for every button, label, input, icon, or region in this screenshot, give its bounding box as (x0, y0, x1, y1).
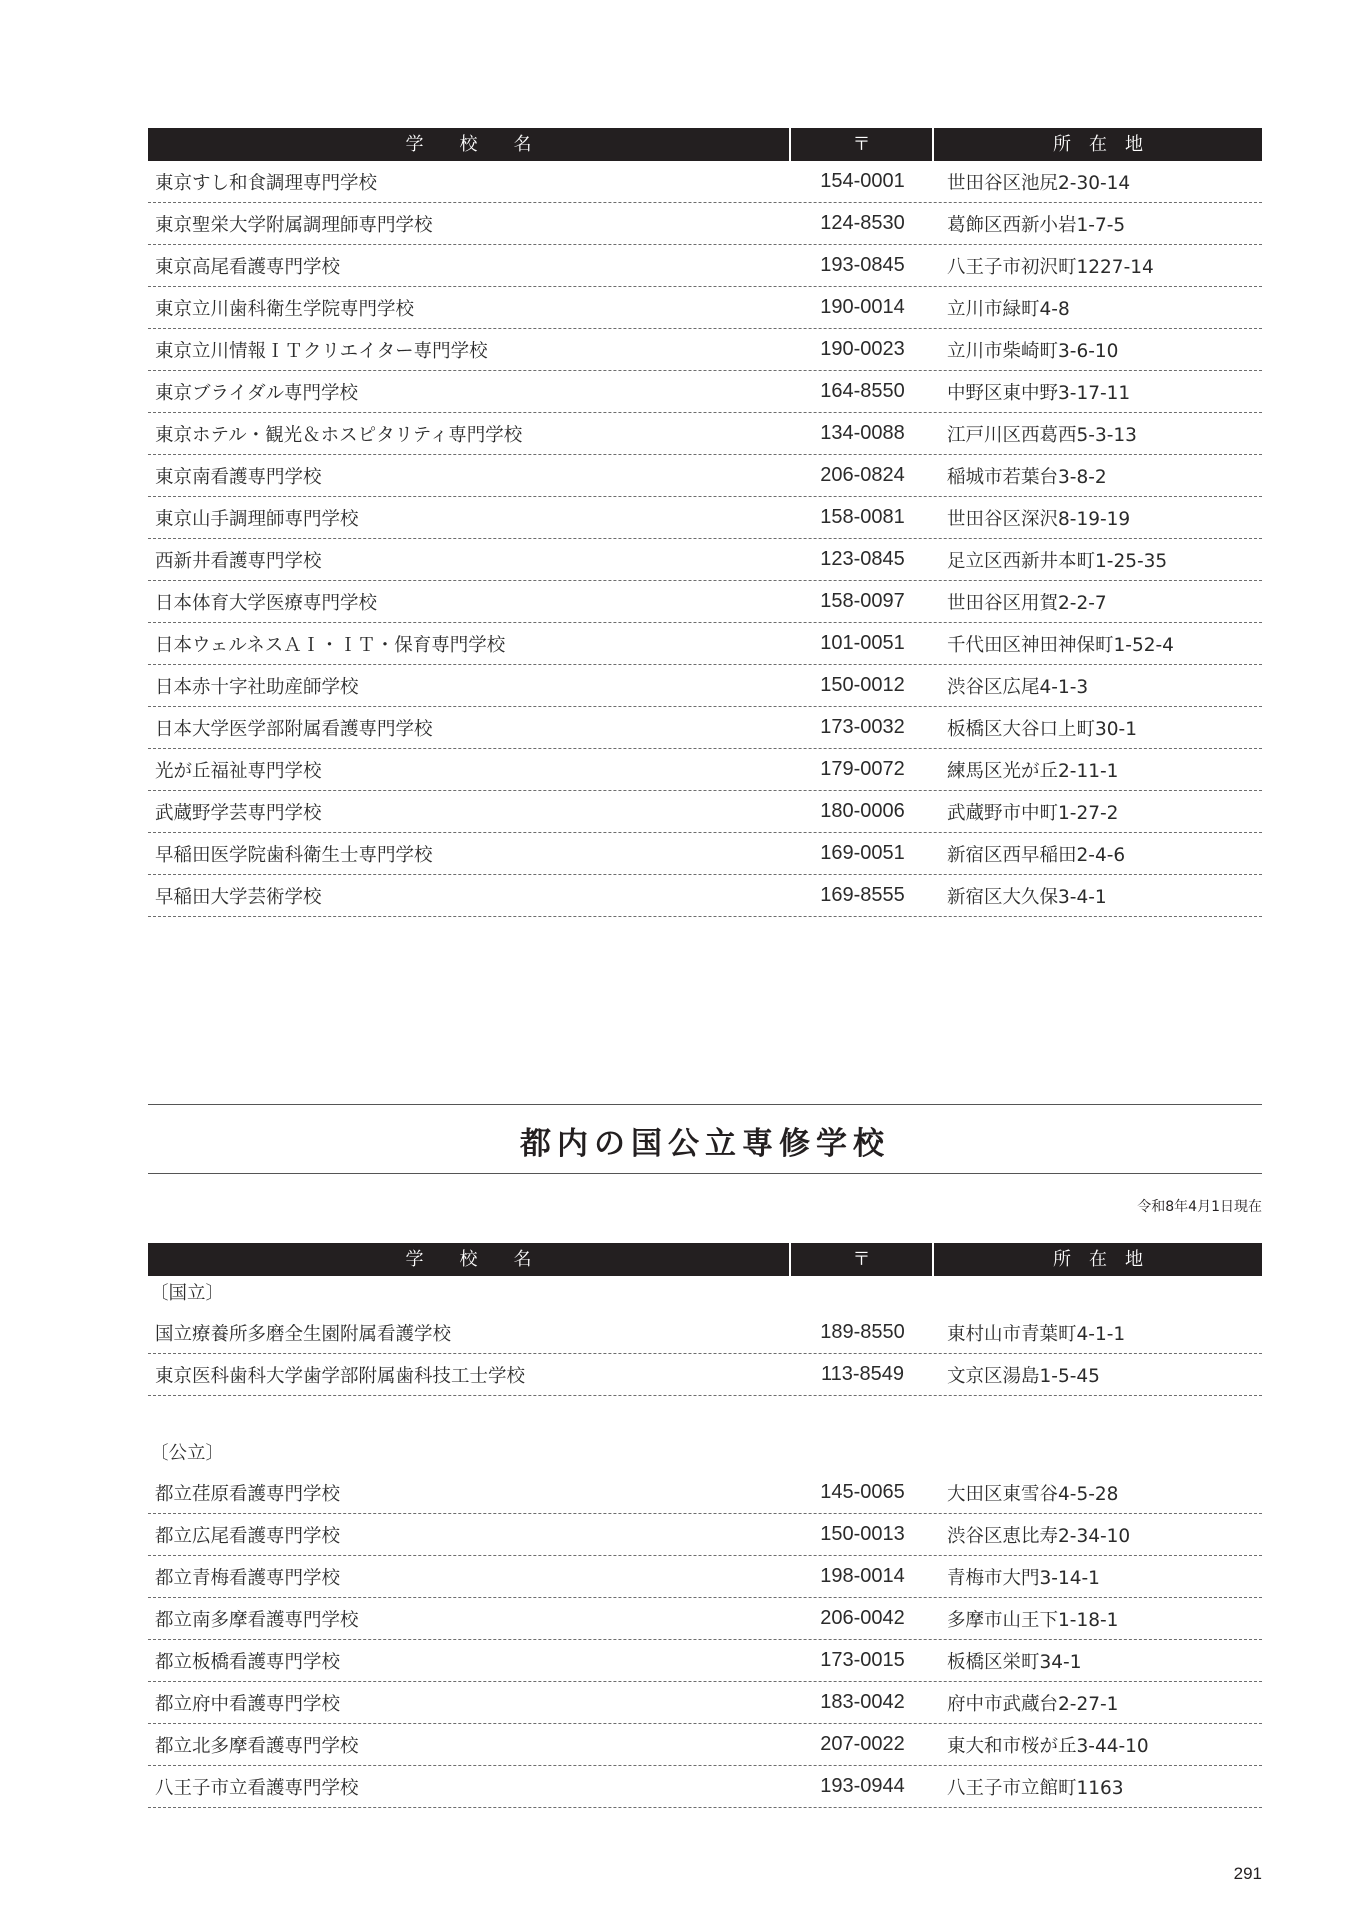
school-name: 日本体育大学医療専門学校 (155, 592, 378, 614)
header-zip: 〒 (791, 1243, 934, 1276)
postal-code: 134-0088 (820, 422, 905, 444)
table-row (148, 623, 1262, 665)
address: 千代田区神田神保町1-52-4 (947, 634, 1174, 656)
table-row (148, 749, 1262, 791)
address: 東大和市桜が丘3-44-10 (947, 1735, 1149, 1757)
table-row (148, 1556, 1262, 1598)
school-name: 国立療養所多磨全生園附属看護学校 (155, 1323, 452, 1345)
school-name: 武蔵野学芸専門学校 (155, 802, 322, 824)
address: 稲城市若葉台3-8-2 (947, 466, 1107, 488)
section-title: 都内の国公立専修学校 (520, 1126, 890, 1162)
postal-code: 158-0081 (820, 506, 905, 528)
school-name: 八王子市立看護専門学校 (155, 1777, 359, 1799)
school-name: 都立北多摩看護専門学校 (155, 1735, 359, 1757)
address: 世田谷区池尻2-30-14 (947, 172, 1131, 194)
table-row (148, 665, 1262, 707)
postal-code: 158-0097 (820, 590, 905, 612)
table-body-national (148, 1312, 1262, 1396)
postal-code: 150-0013 (820, 1523, 905, 1545)
school-name: 都立府中看護専門学校 (155, 1693, 341, 1715)
postal-code: 193-0944 (820, 1775, 905, 1797)
postal-code: 190-0014 (820, 296, 905, 318)
address: 大田区東雪谷4-5-28 (947, 1483, 1119, 1505)
address: 府中市武蔵台2-27-1 (947, 1693, 1119, 1715)
address: 八王子市立館町1163 (947, 1777, 1124, 1799)
postal-code: 179-0072 (820, 758, 905, 780)
table-row (148, 1354, 1262, 1396)
header-address: 所 在 地 (1053, 1249, 1143, 1270)
school-name: 東京山手調理師専門学校 (155, 508, 359, 530)
address: 新宿区西早稲田2-4-6 (947, 844, 1126, 866)
school-name: 都立板橋看護専門学校 (155, 1651, 341, 1673)
page-number: 291 (1233, 1864, 1262, 1883)
address: 立川市緑町4-8 (947, 298, 1070, 320)
postal-code: 183-0042 (820, 1691, 905, 1713)
title-bottom-rule (148, 1173, 1262, 1174)
address: 中野区東中野3-17-11 (947, 382, 1131, 404)
table-row (148, 1640, 1262, 1682)
address: 東村山市青葉町4-1-1 (947, 1323, 1126, 1345)
address: 八王子市初沢町1227-14 (947, 256, 1154, 278)
school-name: 都立南多摩看護専門学校 (155, 1609, 359, 1631)
address: 練馬区光が丘2-11-1 (947, 760, 1119, 782)
postal-code: 145-0065 (820, 1481, 905, 1503)
school-name: 東京聖栄大学附属調理師専門学校 (155, 214, 433, 236)
table-row (148, 1598, 1262, 1640)
title-top-rule (148, 1104, 1262, 1105)
table-row (148, 413, 1262, 455)
table-row (148, 287, 1262, 329)
table-row (148, 203, 1262, 245)
postal-code: 124-8530 (820, 212, 905, 234)
table-row (148, 707, 1262, 749)
table-body (148, 161, 1262, 917)
school-name: 早稲田医学院歯科衛生士専門学校 (155, 844, 433, 866)
postal-code: 150-0012 (820, 674, 905, 696)
table-row (148, 161, 1262, 203)
header-school-name: 学 校 名 (148, 1243, 791, 1276)
table-row (148, 497, 1262, 539)
school-name: 東京高尾看護専門学校 (155, 256, 341, 278)
postal-code: 180-0006 (820, 800, 905, 822)
table-row (148, 1724, 1262, 1766)
address: 武蔵野市中町1-27-2 (947, 802, 1119, 824)
school-name: 東京立川歯科衛生学院専門学校 (155, 298, 415, 320)
table-row (148, 581, 1262, 623)
table-row (148, 245, 1262, 287)
school-name: 東京医科歯科大学歯学部附属歯科技工士学校 (155, 1365, 526, 1387)
postal-code: 207-0022 (820, 1733, 905, 1755)
header-zip: 〒 (791, 128, 934, 161)
school-name: 早稲田大学芸術学校 (155, 886, 322, 908)
table-header (148, 128, 1262, 161)
address: 板橋区大谷口上町30-1 (947, 718, 1137, 740)
address: 渋谷区恵比寿2-34-10 (947, 1525, 1131, 1547)
school-name: 東京ブライダル専門学校 (155, 382, 358, 404)
address: 世田谷区用賀2-2-7 (947, 592, 1107, 614)
school-table-1 (148, 128, 1262, 917)
header-address: 所 在 地 (1053, 134, 1143, 155)
table-row (148, 833, 1262, 875)
school-table-2 (148, 1243, 1262, 1808)
table-row (148, 329, 1262, 371)
address: 青梅市大門3-14-1 (947, 1567, 1100, 1589)
postal-code: 190-0023 (820, 338, 905, 360)
postal-code: 113-8549 (820, 1363, 905, 1385)
table-row (148, 1682, 1262, 1724)
address: 江戸川区西葛西5-3-13 (947, 424, 1137, 446)
postal-code: 169-8555 (820, 884, 905, 906)
school-name: 東京立川情報ＩＴクリエイター専門学校 (155, 340, 488, 362)
address: 足立区西新井本町1-25-35 (947, 550, 1168, 572)
postal-code: 169-0051 (820, 842, 905, 864)
address: 渋谷区広尾4-1-3 (947, 676, 1089, 698)
group-label-national: 〔国立〕 (150, 1283, 225, 1304)
table-header (148, 1243, 1262, 1276)
table-row (148, 791, 1262, 833)
school-name: 都立広尾看護専門学校 (155, 1525, 341, 1547)
table-row (148, 1312, 1262, 1354)
table-row (148, 455, 1262, 497)
postal-code: 173-0015 (820, 1649, 905, 1671)
postal-code: 189-8550 (820, 1321, 905, 1343)
school-name: 東京ホテル・観光＆ホスピタリティ専門学校 (155, 424, 523, 446)
school-name: 東京南看護専門学校 (155, 466, 322, 488)
school-name: 都立荏原看護専門学校 (155, 1483, 341, 1505)
school-name: 東京すし和食調理専門学校 (155, 172, 378, 194)
group-label-public: 〔公立〕 (150, 1443, 225, 1464)
postal-code: 101-0051 (820, 632, 905, 654)
postal-code: 123-0845 (820, 548, 905, 570)
address: 新宿区大久保3-4-1 (947, 886, 1107, 908)
school-name: 西新井看護専門学校 (155, 550, 322, 572)
postal-code: 198-0014 (820, 1565, 905, 1587)
address: 葛飾区西新小岩1-7-5 (947, 214, 1126, 236)
table-row (148, 1472, 1262, 1514)
address: 立川市柴崎町3-6-10 (947, 340, 1119, 362)
header-school-name: 学 校 名 (148, 128, 791, 161)
postal-code: 206-0042 (820, 1607, 905, 1629)
as-of-date: 令和8年4月1日現在 (1137, 1199, 1262, 1215)
address: 文京区湯島1-5-45 (947, 1365, 1100, 1387)
postal-code: 164-8550 (820, 380, 905, 402)
postal-code: 193-0845 (820, 254, 905, 276)
school-name: 都立青梅看護専門学校 (155, 1567, 341, 1589)
address: 多摩市山王下1-18-1 (947, 1609, 1119, 1631)
address: 世田谷区深沢8-19-19 (947, 508, 1131, 530)
school-name: 光が丘福祉専門学校 (155, 760, 322, 782)
table-row (148, 539, 1262, 581)
postal-code: 173-0032 (820, 716, 905, 738)
school-name: 日本大学医学部附属看護専門学校 (155, 718, 433, 740)
postal-code: 154-0001 (820, 170, 905, 192)
school-name: 日本ウェルネスＡＩ・ＩＴ・保育専門学校 (155, 634, 506, 656)
table-row (148, 1514, 1262, 1556)
table-row (148, 875, 1262, 917)
table-body-public (148, 1472, 1262, 1808)
postal-code: 206-0824 (820, 464, 905, 486)
address: 板橋区栄町34-1 (947, 1651, 1082, 1673)
table-row (148, 371, 1262, 413)
school-name: 日本赤十字社助産師学校 (155, 676, 359, 698)
table-row (148, 1766, 1262, 1808)
